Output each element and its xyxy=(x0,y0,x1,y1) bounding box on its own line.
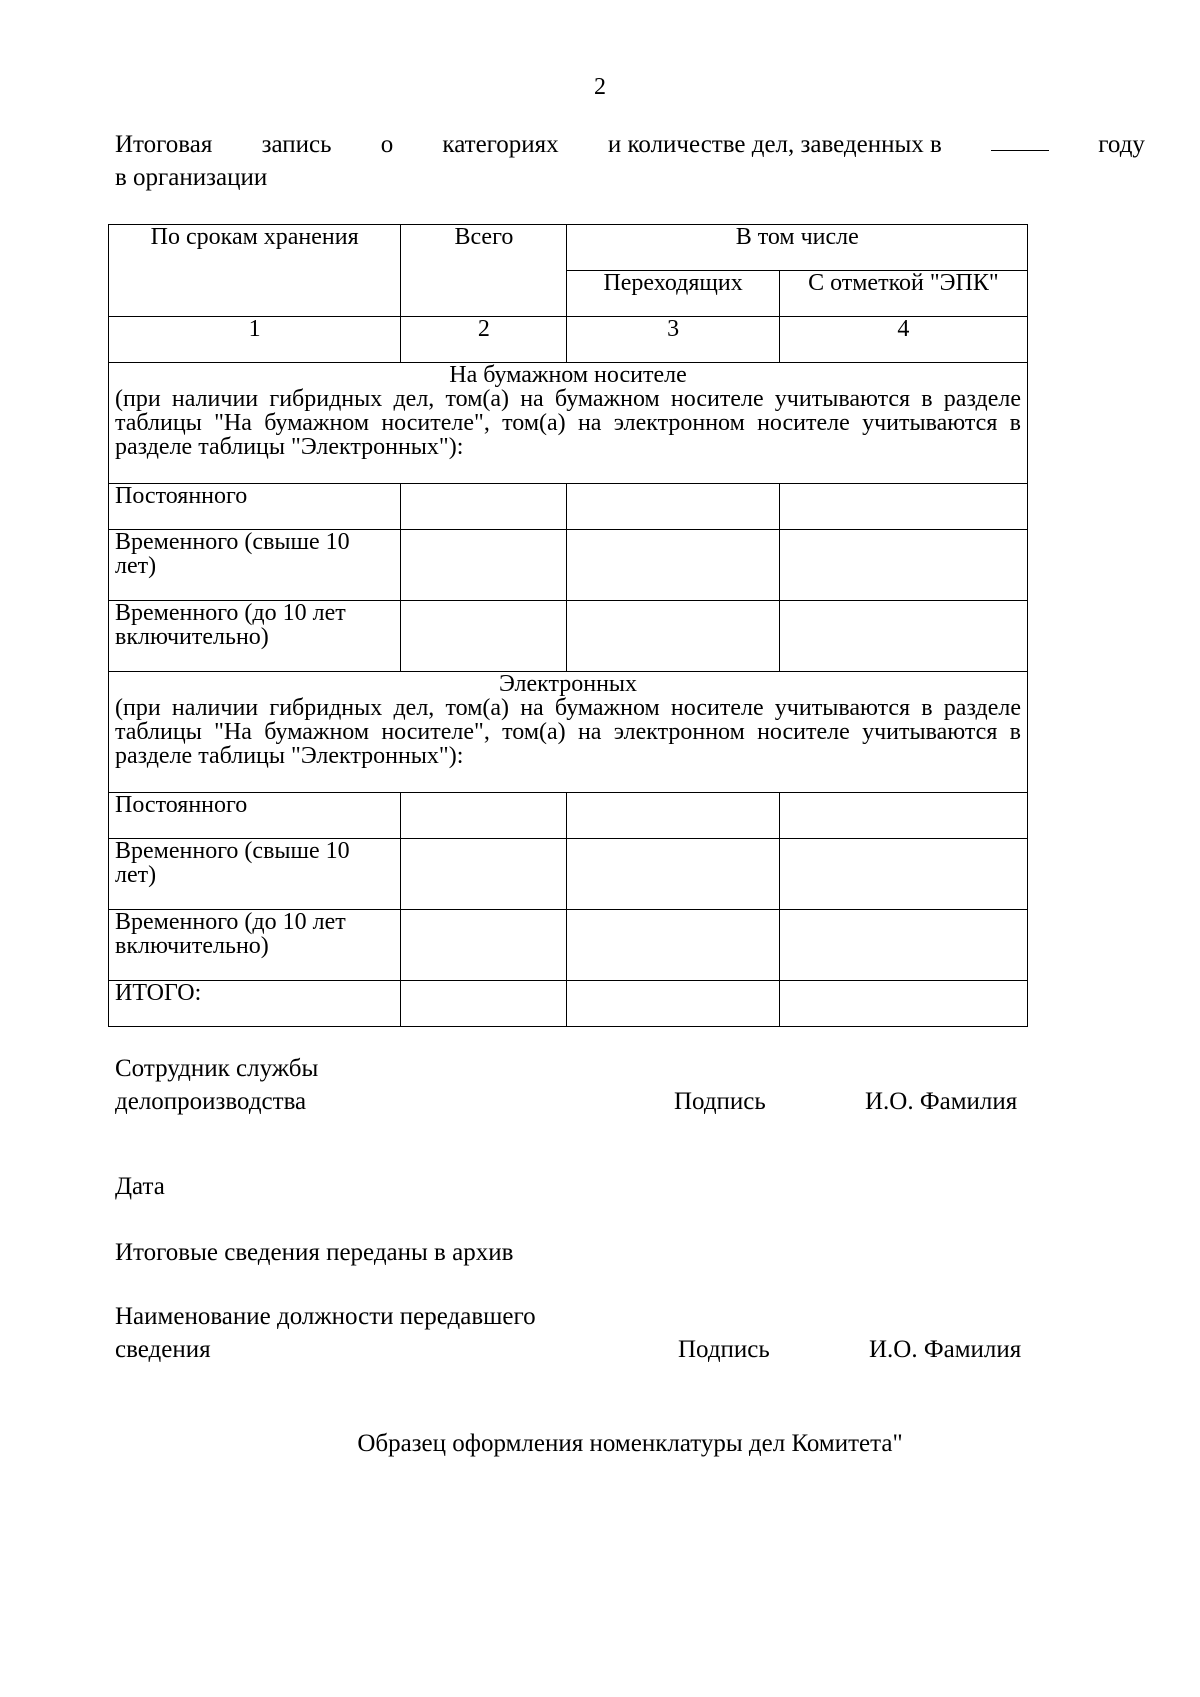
empty-cell xyxy=(779,981,1027,1027)
empty-cell xyxy=(779,839,1027,910)
page-number: 2 xyxy=(594,74,606,100)
empty-cell xyxy=(401,601,567,672)
transferer-role-line2: сведения xyxy=(115,1336,211,1363)
column-number: 2 xyxy=(401,317,567,363)
transfer-signature-block xyxy=(115,1300,536,1366)
row-label: Временного (свыше 10 лет) xyxy=(109,839,401,910)
intro-word: и количестве дел, заведенных в xyxy=(607,131,942,158)
empty-cell xyxy=(779,484,1027,530)
section-header-cell xyxy=(109,363,1028,484)
intro-word: о xyxy=(380,131,394,158)
empty-cell xyxy=(401,839,567,910)
column-number-row xyxy=(109,317,1028,363)
header-epk-mark: С отметкой "ЭПК" xyxy=(779,271,1027,317)
row-label: Временного (до 10 лет включительно) xyxy=(109,601,401,672)
row-label: Постоянного xyxy=(109,793,401,839)
empty-cell xyxy=(567,839,779,910)
section-note: (при наличии гибридных дел, том(а) на бумажном носителе учитываются в разделе таблицы "На бумажном носителе", том(а) на электронном носителе учитываются в разделе таблицы "Электронных"): xyxy=(115,386,1021,460)
empty-cell xyxy=(567,530,779,601)
section-title: На бумажном носителе xyxy=(449,362,687,388)
signer-role-line1: Сотрудник службы xyxy=(115,1055,319,1082)
empty-cell xyxy=(779,793,1027,839)
empty-cell xyxy=(401,484,567,530)
date-label: Дата xyxy=(115,1173,165,1200)
summary-intro xyxy=(115,128,1145,194)
employee-signature-block xyxy=(115,1052,318,1118)
table-row xyxy=(109,601,1028,672)
intro-word: году xyxy=(1098,131,1145,158)
empty-cell xyxy=(567,910,779,981)
section-electronic-header xyxy=(109,672,1028,793)
empty-cell xyxy=(567,601,779,672)
intro-line-2: в организации xyxy=(115,164,268,191)
table-header-row xyxy=(109,225,1028,271)
signature-label: Подпись xyxy=(678,1336,770,1363)
column-number: 1 xyxy=(109,317,401,363)
section-note: (при наличии гибридных дел, том(а) на бумажном носителе учитываются в разделе таблицы "На бумажном носителе", том(а) на электронном носителе учитываются в разделе таблицы "Электронных"): xyxy=(115,695,1021,769)
table-total-row xyxy=(109,981,1028,1027)
footer-title: Образец оформления номенклатуры дел Комитета" xyxy=(357,1430,903,1457)
summary-table xyxy=(108,224,1028,1027)
header-total: Всего xyxy=(401,225,567,317)
signature-label: Подпись xyxy=(674,1088,766,1115)
empty-cell xyxy=(779,601,1027,672)
header-transitional: Переходящих xyxy=(567,271,779,317)
table-row xyxy=(109,484,1028,530)
section-header-cell xyxy=(109,672,1028,793)
empty-cell xyxy=(567,793,779,839)
intro-line-1 xyxy=(115,128,1145,161)
empty-cell xyxy=(401,530,567,601)
empty-cell xyxy=(567,484,779,530)
row-label: Временного (свыше 10 лет) xyxy=(109,530,401,601)
signer-name-label: И.О. Фамилия xyxy=(865,1088,1018,1115)
empty-cell xyxy=(401,981,567,1027)
year-blank-line xyxy=(991,128,1049,151)
section-paper-header xyxy=(109,363,1028,484)
header-storage-term: По срокам хранения xyxy=(109,225,401,317)
column-number: 4 xyxy=(779,317,1027,363)
table-row xyxy=(109,910,1028,981)
empty-cell xyxy=(779,530,1027,601)
transferer-role-line1: Наименование должности передавшего xyxy=(115,1303,536,1330)
table-row xyxy=(109,530,1028,601)
row-label: ИТОГО: xyxy=(109,981,401,1027)
header-including: В том числе xyxy=(567,225,1028,271)
empty-cell xyxy=(401,793,567,839)
empty-cell xyxy=(567,981,779,1027)
section-title: Электронных xyxy=(498,671,638,697)
empty-cell xyxy=(779,910,1027,981)
table-row xyxy=(109,793,1028,839)
empty-cell xyxy=(401,910,567,981)
row-label: Временного (до 10 лет включительно) xyxy=(109,910,401,981)
archive-note: Итоговые сведения переданы в архив xyxy=(115,1239,514,1266)
column-number: 3 xyxy=(567,317,779,363)
table-row xyxy=(109,839,1028,910)
intro-word: категориях xyxy=(442,131,559,158)
row-label: Постоянного xyxy=(109,484,401,530)
signer-role-line2: делопроизводства xyxy=(115,1088,307,1115)
intro-word: запись xyxy=(261,131,332,158)
intro-word: Итоговая xyxy=(115,131,213,158)
signer-name-label: И.О. Фамилия xyxy=(869,1336,1022,1363)
